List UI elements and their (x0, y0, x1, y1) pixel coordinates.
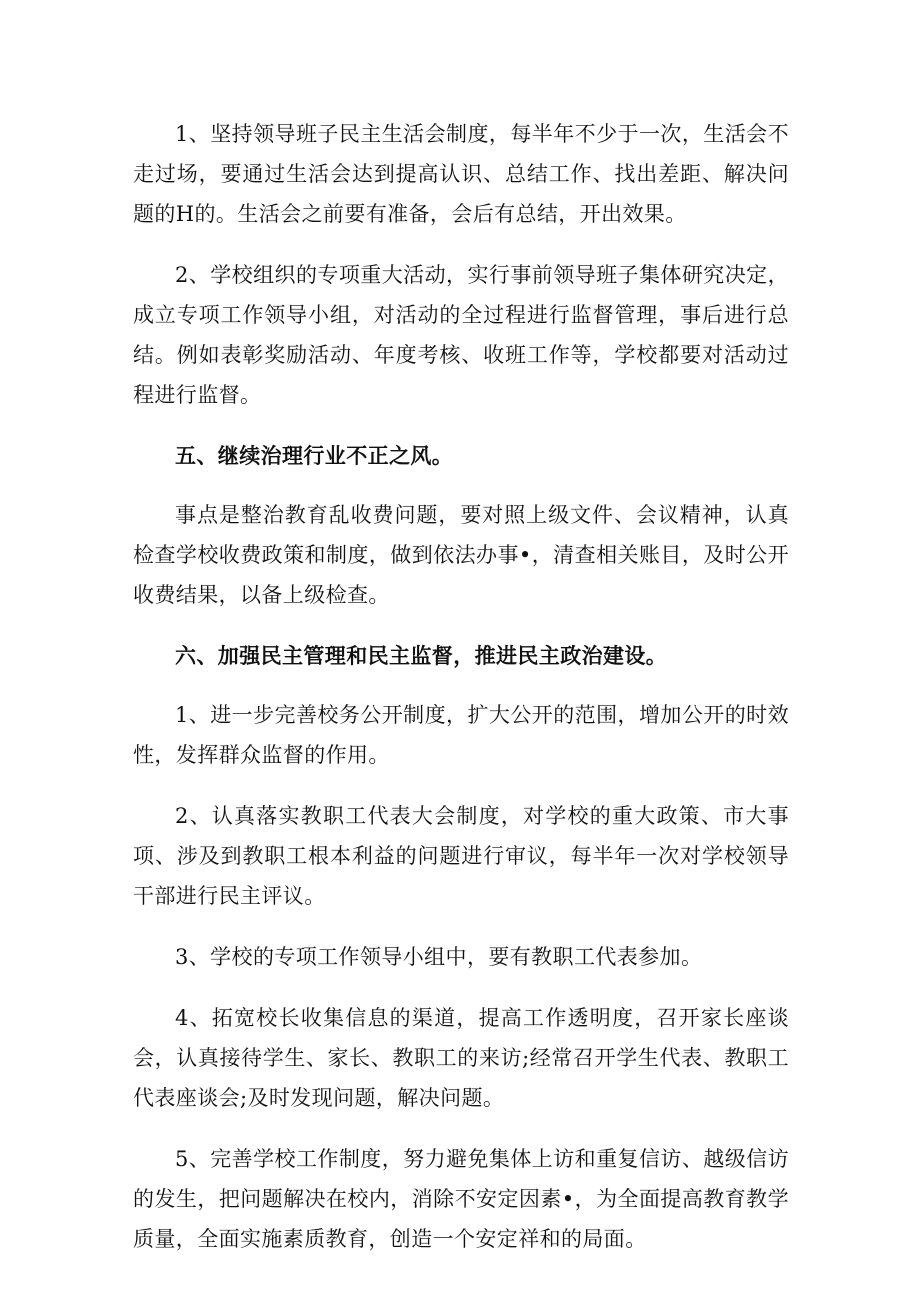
section-heading-five: 五、继续治理行业不正之风。 (175, 443, 454, 468)
paragraph-fee-rectification: 事点是整治教育乱收费问题，要对照上级文件、会议精神，认真检查学校收费政策和制度，做到依法办事•，清查相关账目，及时公开收费结果，以备上级检查。 (133, 503, 789, 607)
paragraph-democratic-life-meeting: 1、坚持领导班子民主生活会制度，每半年不少于一次，生活会不走过场，要通过生活会达到提高认识、总结工作、找出差距、解决问题的H的。生活会之前要有准备，会后有总结，开出效果。 (133, 122, 789, 226)
paragraph-work-system: 5、完善学校工作制度，努力避免集体上访和重复信访、越级信访的发生，把问题解决在校内，消除不安定因素•，为全面提高教育教学质量，全面实施素质教育，创造一个安定祥和的局面。 (133, 1147, 789, 1251)
paragraph-special-activities: 2、学校组织的专项重大活动，实行事前领导班子集体研究决定，成立专项工作领导小组，对活动的全过程进行监督管理，事后进行总结。例如表彰奖励活动、年度考核、收班工作等，学校都要对活动过程进行监督。 (133, 263, 789, 407)
section-heading-six: 六、加强民主管理和民主监督，推进民主政治建设。 (175, 643, 668, 668)
paragraph-information-channels: 4、拓宽校长收集信息的渠道，提高工作透明度，召开家长座谈会，认真接待学生、家长、教职工的来访;经常召开学生代表、教职工代表座谈会;及时发现问题，解决问题。 (133, 1006, 789, 1110)
paragraph-staff-representatives: 3、学校的专项工作领导小组中，要有教职工代表参加。 (175, 945, 703, 969)
document-body (133, 114, 789, 1280)
paragraph-school-affairs-openness: 1、进一步完善校务公开制度，扩大公开的范围，增加公开的时效性，发挥群众监督的作用。 (133, 703, 789, 767)
paragraph-staff-congress: 2、认真落实教职工代表大会制度，对学校的重大政策、市大事项、涉及到教职工根本利益的问题进行审议，每半年一次对学校领导干部进行民主评议。 (133, 804, 789, 908)
